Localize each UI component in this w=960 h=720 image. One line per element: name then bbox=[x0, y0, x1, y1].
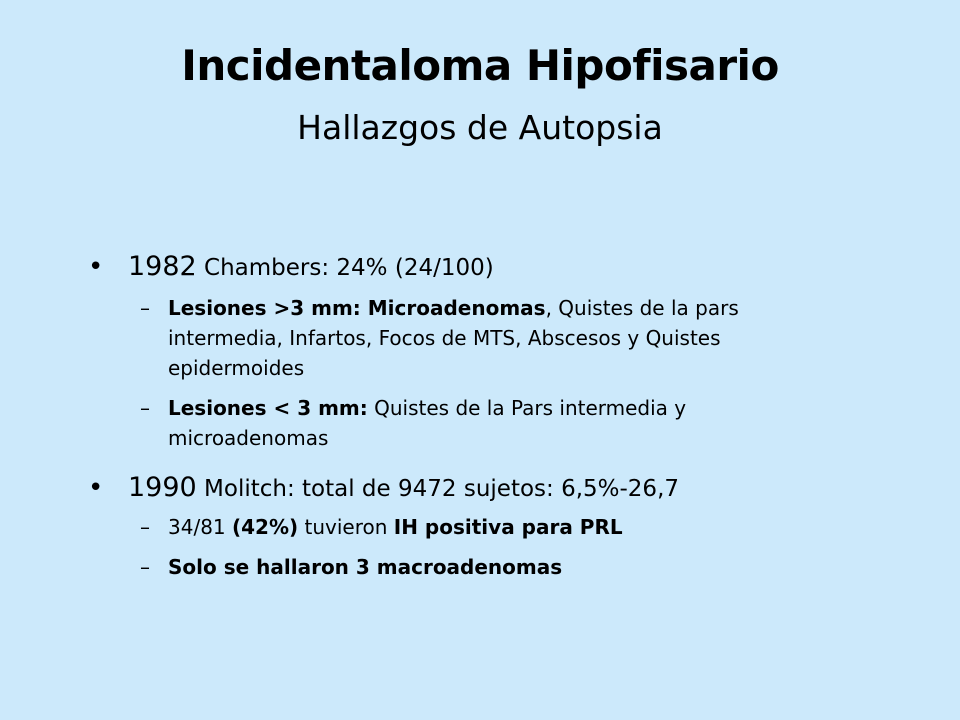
sub-item-rest: , Quistes de la pars intermedia, Infartos, Focos de MTS, Abscesos y Quistes epidermoides bbox=[168, 296, 739, 380]
sub-item-percent: (42%) bbox=[232, 515, 299, 539]
bullet-1990 bbox=[88, 467, 808, 510]
sub-item-prl bbox=[88, 512, 808, 542]
sub-item-bold: Solo se hallaron 3 macroadenomas bbox=[168, 555, 563, 579]
bullet-marker: • bbox=[88, 473, 104, 503]
sub-item-bold: Lesiones < 3 mm: bbox=[168, 396, 368, 420]
sub-item-bold: IH positiva para PRL bbox=[393, 515, 623, 539]
slide-subtitle: Hallazgos de Autopsia bbox=[297, 108, 663, 147]
bullet-description: Chambers: 24% (24/100) bbox=[204, 255, 494, 281]
dash-marker: – bbox=[140, 396, 150, 420]
bullet-marker: • bbox=[88, 252, 104, 282]
sub-item-text bbox=[168, 296, 739, 380]
sub-item-fraction: 34/81 bbox=[168, 515, 232, 539]
sub-item-text bbox=[168, 515, 623, 539]
slide-title: Incidentaloma Hipofisario bbox=[181, 41, 779, 90]
bullet-text bbox=[128, 246, 808, 289]
dash-marker: – bbox=[140, 555, 150, 579]
slide-content bbox=[88, 246, 808, 582]
bullet-description: Molitch: total de 9472 sujetos: 6,5%-26,7 bbox=[204, 476, 680, 502]
bullet-text bbox=[128, 467, 808, 510]
sub-item-rest: Quistes de la Pars intermedia y microadenomas bbox=[168, 396, 687, 450]
bullet-year: 1982 bbox=[128, 251, 197, 282]
bullet-1982 bbox=[88, 246, 808, 289]
sub-item-bold: Lesiones >3 mm: Microadenomas bbox=[168, 296, 546, 320]
dash-marker: – bbox=[140, 515, 150, 539]
dash-marker: – bbox=[140, 296, 150, 320]
sub-item-lesiones-menores bbox=[88, 393, 808, 453]
sub-item-macroadenomas bbox=[88, 552, 808, 582]
title-block bbox=[0, 38, 960, 150]
sub-item-text bbox=[168, 396, 686, 450]
sub-item-lesiones-mayores bbox=[88, 293, 808, 383]
sub-item-verb: tuvieron bbox=[298, 515, 394, 539]
bullet-year: 1990 bbox=[128, 472, 197, 503]
